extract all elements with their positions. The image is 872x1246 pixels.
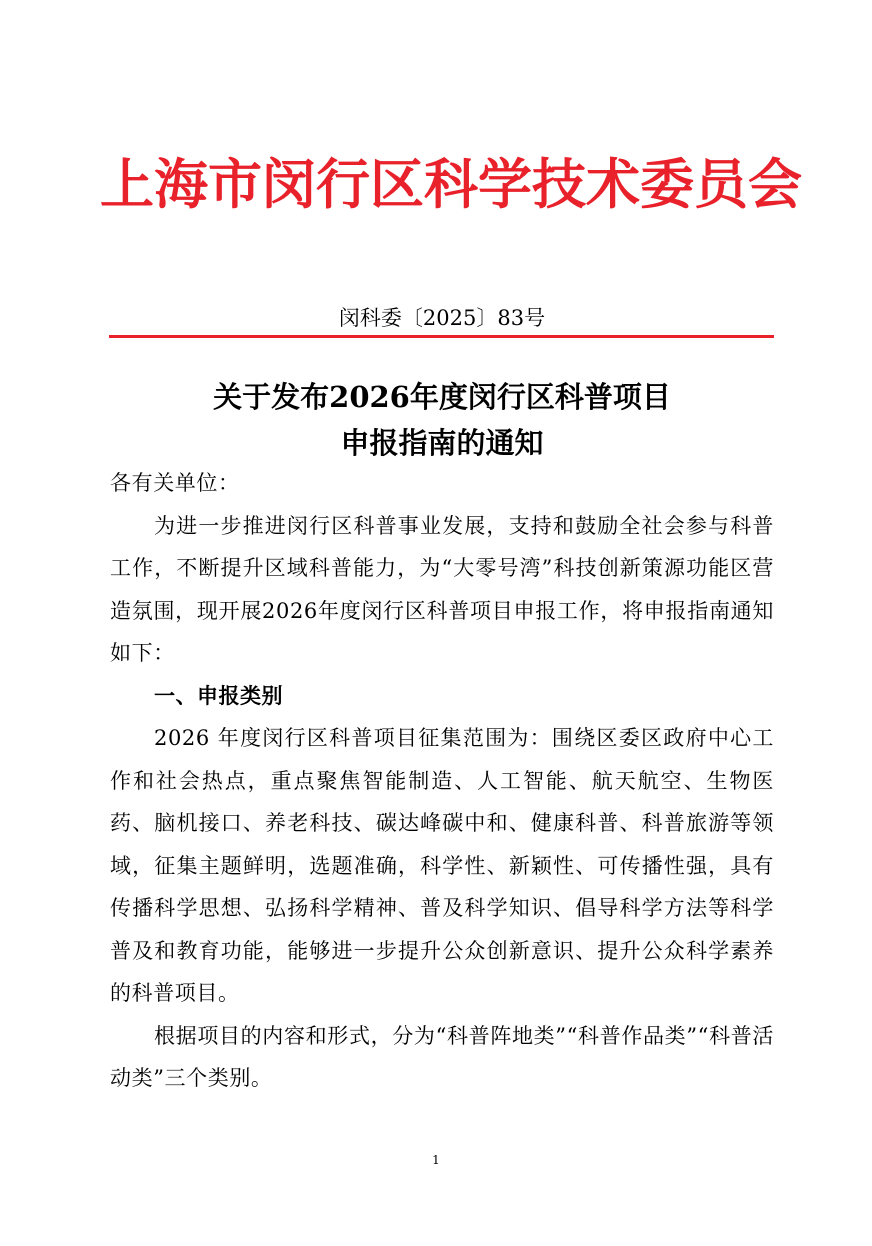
letterhead-org-name: 上海市闵行区科学技术委员会 <box>100 152 802 216</box>
letterhead-red-divider <box>109 335 774 338</box>
page-number: 1 <box>432 1153 440 1167</box>
categories-paragraph: 根据项目的内容和形式，分为“科普阵地类”“科普作品类”“科普活动类”三个类别。 <box>110 1023 774 1090</box>
scope-paragraph: 2026 年度闵行区科普项目征集范围为：围绕区委区政府中心工作和社会热点，重点聚焦智能制造、人工智能、航天航空、生物医药、脑机接口、养老科技、碳达峰碳中和、健康科普、科普旅游等领域，征集主题鲜明，选题准确，科学性、新颖性、可传播性强，具有传播科学思想、弘扬科学精神、普及科学知识、倡导科学方法等科学普及和教育功能，能够进一步提升公众创新意识、提升公众科学素养的科普项目。 <box>110 726 774 1005</box>
intro-paragraph: 为进一步推进闵行区科普事业发展，支持和鼓励全社会参与科普工作，不断提升区域科普能力，为“大零号湾”科技创新策源功能区营造氛围，现开展2026年度闵行区科普项目申报工作，将申报指南通知如下： <box>110 513 774 665</box>
notice-title-line-2: 申报指南的通知 <box>340 426 544 460</box>
notice-title <box>110 374 774 466</box>
section-heading-application-categories: 一、申报类别 <box>154 683 283 708</box>
salutation: 各有关单位： <box>110 471 240 495</box>
notice-body <box>110 462 774 1100</box>
notice-title-line-1: 关于发布2026年度闵行区科普项目 <box>213 380 671 414</box>
document-number: 闵科委〔2025〕83号 <box>338 306 546 330</box>
